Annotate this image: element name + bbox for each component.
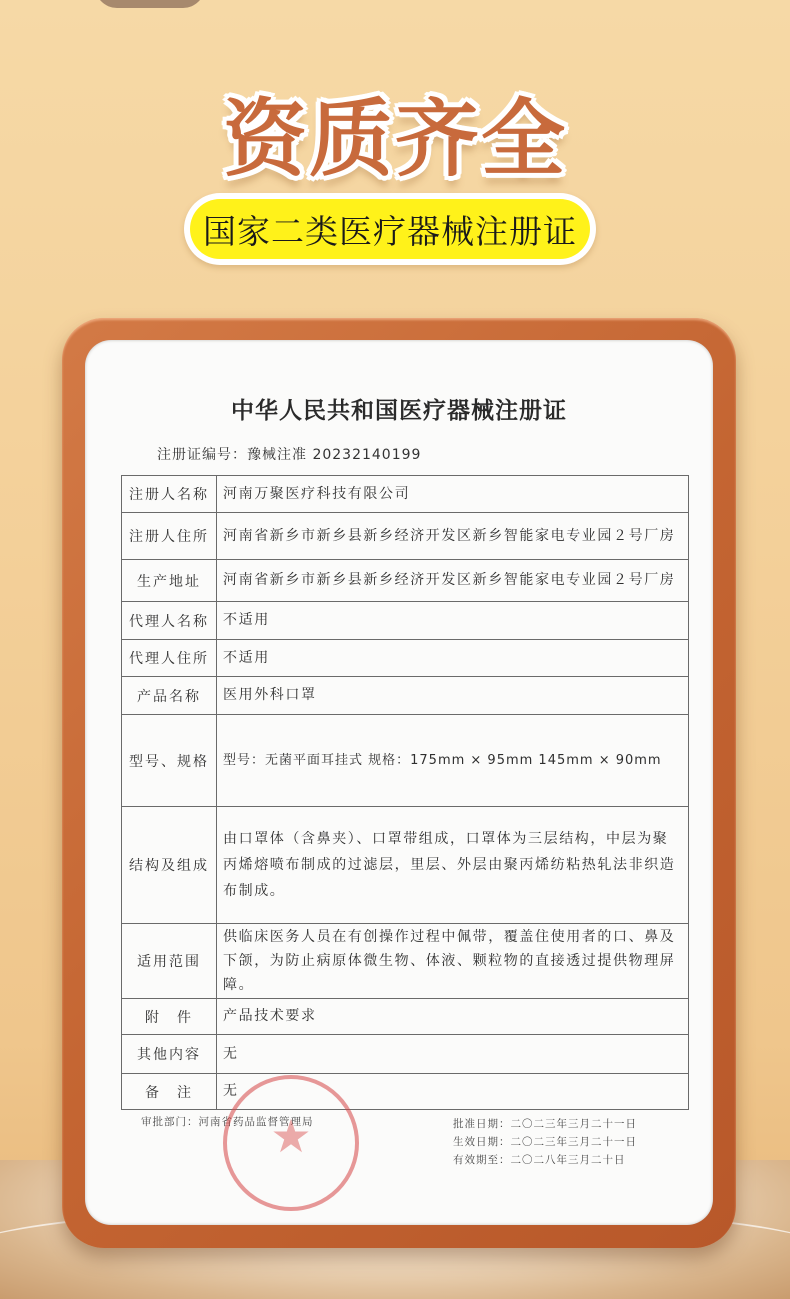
effective-date: 生效日期：二〇二三年三月二十一日 xyxy=(453,1136,637,1148)
table-row xyxy=(122,476,689,513)
row-label: 产品名称 xyxy=(122,677,217,715)
table-row xyxy=(122,560,689,602)
subtitle-pill xyxy=(184,193,596,265)
row-value: 医用外科口罩 xyxy=(217,677,689,715)
row-label: 代理人住所 xyxy=(122,640,217,677)
approval-department: 审批部门：河南省药品监督管理局 xyxy=(141,1116,314,1128)
expiry-date: 有效期至：二〇二八年三月二十日 xyxy=(453,1154,626,1166)
top-decoration xyxy=(95,0,205,8)
table-row xyxy=(122,513,689,560)
row-value: 无 xyxy=(217,1035,689,1074)
certificate-paper xyxy=(85,340,713,1225)
approval-date: 批准日期：二〇二三年三月二十一日 xyxy=(453,1118,637,1130)
table-row xyxy=(122,640,689,677)
row-label: 代理人名称 xyxy=(122,602,217,640)
table-row xyxy=(122,924,689,999)
row-label: 注册人住所 xyxy=(122,513,217,560)
table-row xyxy=(122,1035,689,1074)
row-label: 备 注 xyxy=(122,1074,217,1110)
row-label: 结构及组成 xyxy=(122,807,217,924)
row-value: 供临床医务人员在有创操作过程中佩带，覆盖住使用者的口、鼻及下颌，为防止病原体微生物、体液、颗粒物的直接透过提供物理屏障。 xyxy=(217,924,689,999)
row-value: 河南万聚医疗科技有限公司 xyxy=(217,476,689,513)
row-label: 生产地址 xyxy=(122,560,217,602)
table-row xyxy=(122,1074,689,1110)
certificate-title: 中华人民共和国医疗器械注册证 xyxy=(231,397,567,424)
row-label: 附 件 xyxy=(122,999,217,1035)
table-row xyxy=(122,807,689,924)
subtitle-pill-label: 国家二类医疗器械注册证 xyxy=(190,199,590,259)
row-value: 无 xyxy=(217,1074,689,1110)
row-value: 不适用 xyxy=(217,602,689,640)
table-row xyxy=(122,715,689,807)
seal-star-icon: ★ xyxy=(270,1109,312,1163)
row-value: 不适用 xyxy=(217,640,689,677)
table-row xyxy=(122,999,689,1035)
table-row xyxy=(122,602,689,640)
official-seal xyxy=(223,1075,359,1211)
row-value: 型号：无菌平面耳挂式 规格：175mm × 95mm 145mm × 90mm xyxy=(217,715,689,807)
row-value: 河南省新乡市新乡县新乡经济开发区新乡智能家电专业园２号厂房 xyxy=(217,560,689,602)
row-value: 产品技术要求 xyxy=(217,999,689,1035)
row-value: 由口罩体（含鼻夹）、口罩带组成，口罩体为三层结构，中层为聚丙烯熔喷布制成的过滤层，里层、外层由聚丙烯纺粘热轧法非织造布制成。 xyxy=(217,807,689,924)
row-value: 河南省新乡市新乡县新乡经济开发区新乡智能家电专业园２号厂房 xyxy=(217,513,689,560)
headline: 资质齐全 xyxy=(222,90,567,188)
table-row xyxy=(122,677,689,715)
row-label: 注册人名称 xyxy=(122,476,217,513)
row-label: 适用范围 xyxy=(122,924,217,999)
certificate-table xyxy=(121,475,689,1110)
row-label: 型号、规格 xyxy=(122,715,217,807)
row-label: 其他内容 xyxy=(122,1035,217,1074)
registration-number: 注册证编号：豫械注准 20232140199 xyxy=(157,447,422,463)
